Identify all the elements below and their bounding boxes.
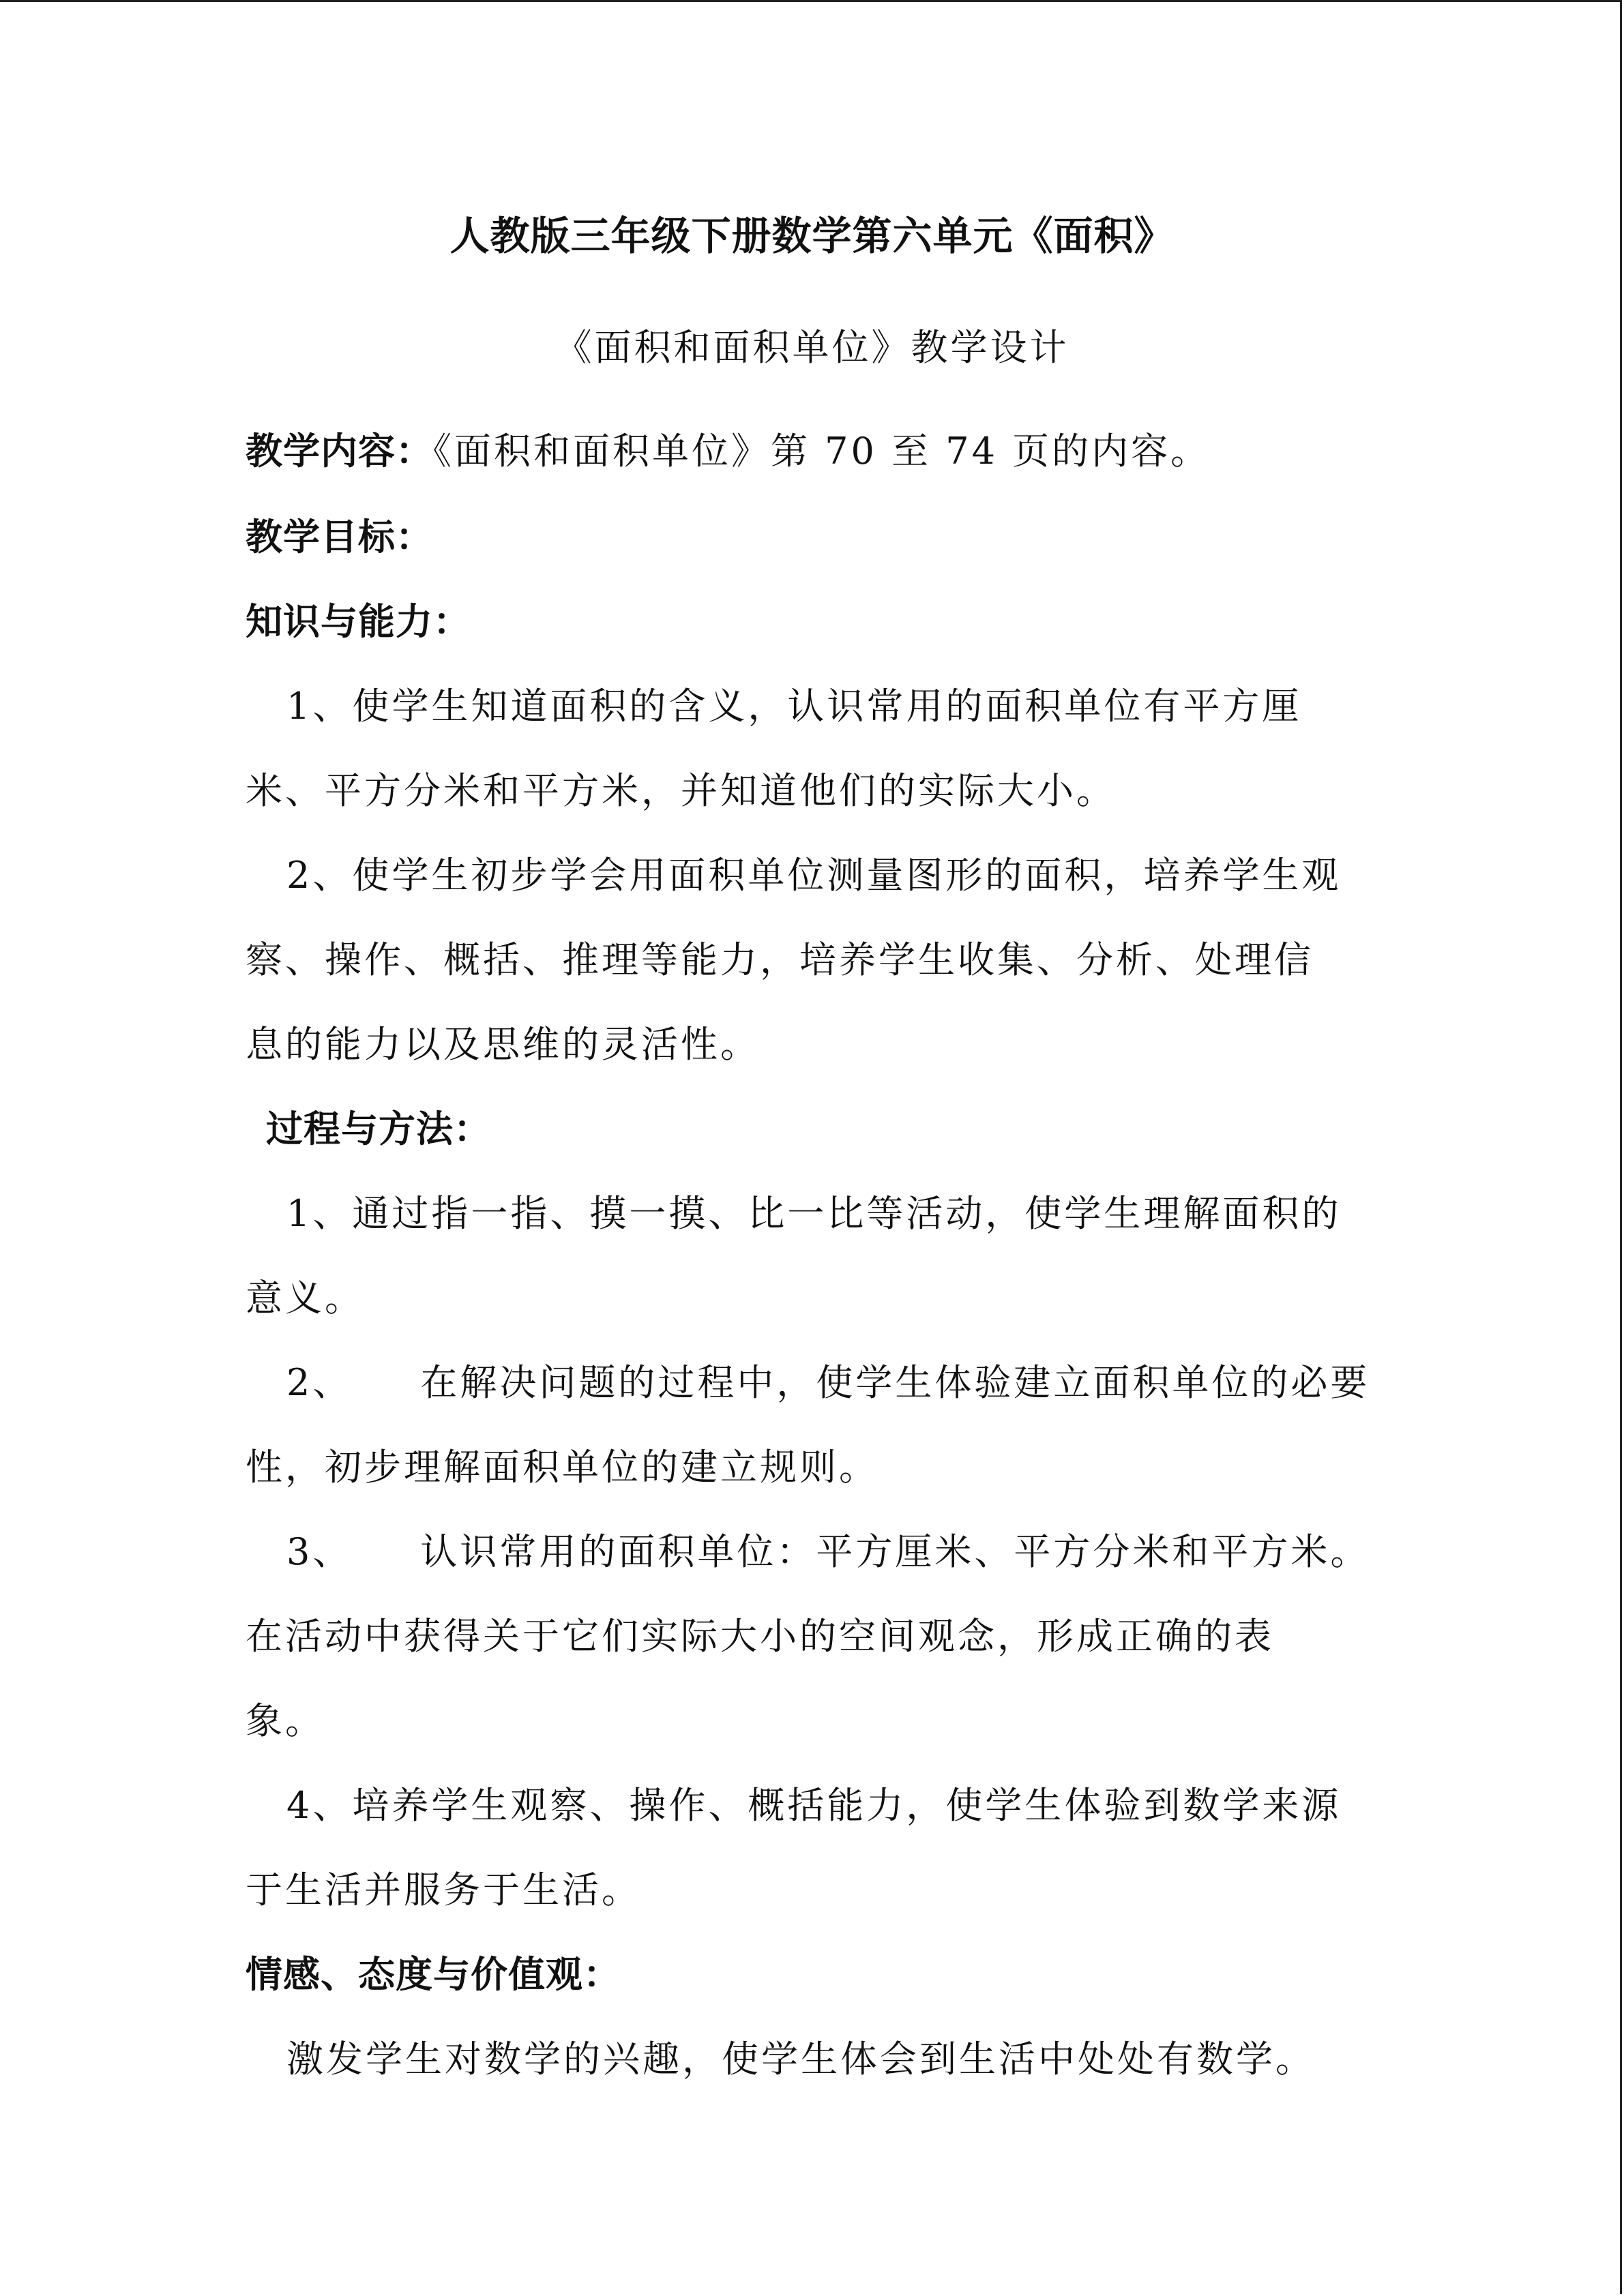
process-item-2-text: 在解决问题的过程中，使学生体验建立面积单位的必要 [420,1361,1370,1404]
process-item-3-line-3: 象。 [246,1699,325,1742]
process-item-3-number: 3、 [286,1530,353,1573]
knowledge-item-2-line-3: 息的能力以及思维的灵活性。 [246,1023,760,1066]
teaching-goals-heading: 教学目标： [246,516,433,558]
knowledge-item-2-line-1: 2、使学生初步学会用面积单位测量图形的面积，培养学生观 [286,854,1342,897]
process-item-2-line-2: 性，初步理解面积单位的建立规则。 [246,1446,879,1489]
process-item-3-line-2: 在活动中获得关于它们实际大小的空间观念，形成正确的表 [246,1615,1274,1658]
document-title: 人教版三年级下册数学第六单元《面积》 [449,213,1175,259]
process-heading: 过程与方法： [266,1107,491,1150]
emotion-item-line-1: 激发学生对数学的兴趣，使学生体会到生活中处处有数学。 [286,2038,1315,2081]
emotion-heading: 情感、态度与价值观： [246,1953,621,1996]
process-item-4-line-1: 4、培养学生观察、操作、概括能力，使学生体验到数学来源 [286,1784,1342,1827]
process-item-1-line-2: 意义。 [246,1277,364,1320]
process-item-3-line-1 [286,1525,1432,1579]
teaching-content-label: 教学内容： [246,430,433,473]
knowledge-heading: 知识与能力： [246,600,471,643]
document-subtitle: 《面积和面积单位》教学设计 [555,326,1069,369]
process-item-3-text: 认识常用的面积单位：平方厘米、平方分米和平方米。 [420,1530,1370,1573]
knowledge-item-1-line-1: 1、使学生知道面积的含义，认识常用的面积单位有平方厘 [286,685,1302,728]
process-item-2-line-1 [286,1356,1432,1410]
knowledge-item-2-line-2: 察、操作、概括、推理等能力，培养学生收集、分析、处理信 [246,938,1314,981]
teaching-content-line [246,424,1391,479]
process-item-1-line-1: 1、通过指一指、摸一摸、比一比等活动，使学生理解面积的 [286,1192,1342,1235]
teaching-content-text: 《面积和面积单位》第 70 至 74 页的内容。 [433,430,1211,473]
process-item-2-number: 2、 [286,1361,353,1404]
process-item-4-line-2: 于生活并服务于生活。 [246,1868,641,1911]
knowledge-item-1-line-2: 米、平方分米和平方米，并知道他们的实际大小。 [246,769,1116,812]
